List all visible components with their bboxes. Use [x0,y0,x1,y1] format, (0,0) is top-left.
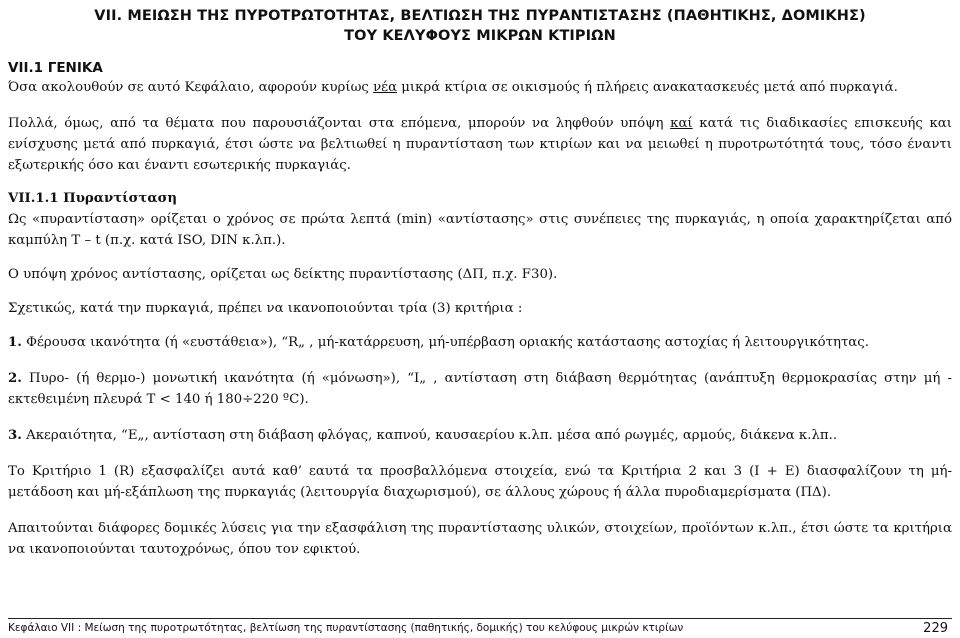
section-title: VII.1 ΓΕΝΙΚΑ [8,60,103,76]
page-number: 229 [923,621,948,636]
criterion-1 [8,332,952,353]
text-run: μικρά κτίρια σε οικισμούς ή πλήρεις ανακατασκευές μετά από πυρκαγιά. [397,80,898,95]
criterion-number: 3. [8,428,22,443]
criteria-summary-paragraph: Το Κριτήριο 1 (R) εξασφαλίζει αυτά καθ’ εαυτά τα προσβαλλόμενα στοιχεία, ενώ τα Κριτήρια 2 και 3 (I + E) διασφαλίζουν τη μή-μετάδοση και μή-εξάπλωση της πυρκαγιάς (λειτουργία διαχωρισμού), σε άλλους χώρους ή άλλα πυροδιαμερίσματα (ΠΔ). [8,464,952,500]
criterion-text: Ακεραιότητα, “E„, αντίσταση στη διάβαση φλόγας, καπνού, καυσαερίου κ.λπ. μέσα από ρωγμές, αρμούς, διάκενα κ.λπ.. [21,428,838,443]
criteria-intro: Σχετικώς, κατά την πυρκαγιά, πρέπει να ικανοποιούνται τρία (3) κριτήρια : [8,301,523,316]
criterion-text: Φέρουσα ικανότητα (ή «ευστάθεια»), “R„ , μή-κατάρρευση, μή-υπέρβαση οριακής κατάστασης αστοχίας ή λειτουργικότητας. [21,335,869,350]
criterion-text: Πυρο- (ή θερμο-) μονωτική ικανότητα (ή «μόνωση»), “I„ , αντίσταση στη διάβαση θερμότητας (ανάπτυξη θερμοκρασίας στην μή - εκτεθειμένη πλευρά T < 140 ή 180÷220 ºC). [8,371,952,407]
text-run: Όσα ακολουθούν σε αυτό Κεφάλαιο, αφορούν κυρίως [8,80,374,95]
chapter-heading [8,6,952,46]
section-paragraph-2 [8,113,952,176]
document-page [8,6,952,560]
text-run: Πολλά, όμως, από τα θέματα που παρουσιάζονται στα επόμενα, μπορούν να ληφθούν υπόψη [8,116,671,131]
solutions-paragraph: Απαιτούνται διάφορες δομικές λύσεις για την εξασφάλιση της πυραντίστασης υλικών, στοιχείων, προϊόντων κ.λπ., έτσι ώστε τα κριτήρια να ικανοποιούνται ταυτοχρόνως, όπου τον εφικτού. [8,521,952,557]
criterion-3 [8,425,952,446]
section-paragraph-1 [8,77,952,98]
criterion-number: 1. [8,335,22,350]
underlined-word: καί [670,116,693,131]
subsection-title: VII.1.1 Πυραντίσταση [8,191,178,206]
page-footer [8,618,952,637]
chapter-heading-line1: VII. ΜΕΙΩΣΗ ΤΗΣ ΠΥΡΟΤΡΩΤΟΤΗΤΑΣ, ΒΕΛΤΙΩΣΗ ΤΗΣ ΠΥΡΑΝΤΙΣΤΑΣΗΣ (ΠΑΘΗΤΙΚΗΣ, ΔΟΜΙΚΗΣ) [94,8,866,24]
chapter-heading-line2: ΤΟΥ ΚΕΛΥΦΟΥΣ ΜΙΚΡΩΝ ΚΤΙΡΙΩΝ [344,28,616,44]
text-run: κατά τις διαδικασίες επισκευής και ενίσχυσης μετά από πυρκαγιά, έτσι ώστε να βελτιωθεί η πυραντίσταση των κτιρίων και να μειωθεί η πυροτρωτότητά τους, τόσο έναντι εξωτερικής όσο και έναντι εσωτερικής πυρκαγιάς. [8,116,952,173]
underlined-word: νέα [373,80,398,95]
definition-paragraph: Ως «πυραντίσταση» ορίζεται ο χρόνος σε πρώτα λεπτά (min) «αντίστασης» στις συνέπειες της πυρκαγιάς, η οποία χαρακτηρίζεται από καμπύλη T – t (π.χ. κατά ISO, DIN κ.λπ.). [8,212,952,248]
criterion-2 [8,368,952,410]
index-paragraph: Ο υπόψη χρόνος αντίστασης, ορίζεται ως δείκτης πυραντίστασης (ΔΠ, π.χ. F30). [8,267,558,282]
criterion-number: 2. [8,371,22,386]
footer-text: Κεφάλαιο VII : Μείωση της πυροτρωτότητας, βελτίωση της πυραντίστασης (παθητικής, δομικής) του κελύφους μικρών κτιρίων [8,622,684,634]
